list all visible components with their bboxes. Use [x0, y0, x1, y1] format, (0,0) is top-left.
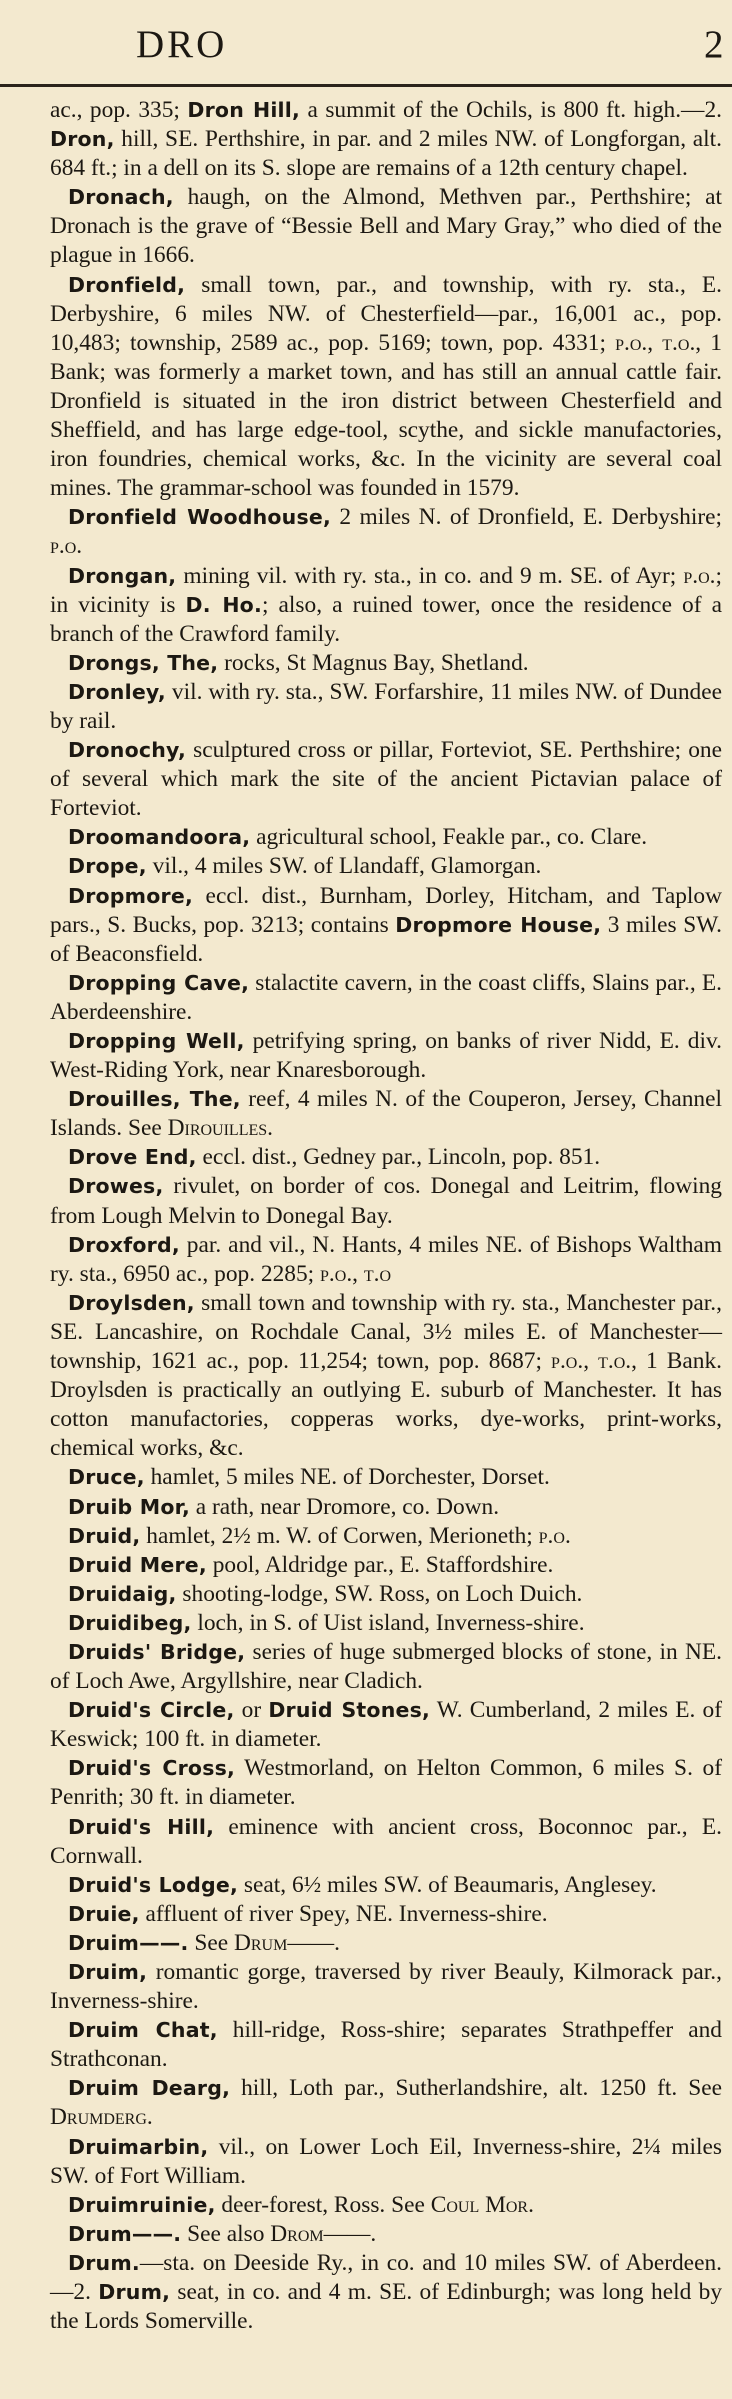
entry-text: series of huge submerged blocks of stone, in NE. of Loch Awe, Argyllshire, near Cladich.	[50, 1638, 722, 1695]
running-head: DRO	[136, 23, 228, 66]
headword: Dropmore,	[68, 883, 193, 908]
entry-text: small town and township with ry. sta., Manchester par., SE. Lancashire, on Rochdale Canal, 3½ miles E. of Manchester—township, 1621 ac., pop. 11,254; town, pop. 8687;	[50, 1289, 722, 1375]
headword: Dropping Well,	[68, 1029, 245, 1053]
headword: Druie,	[68, 1901, 140, 1926]
headword: Druid's Cross,	[68, 1756, 236, 1781]
gazetteer-entry	[50, 2249, 722, 2336]
headword: Droomandoora,	[68, 825, 251, 850]
entry-text: hamlet, 2½ m. W. of Corwen, Merioneth;	[140, 1522, 539, 1549]
entry-text: affluent of river Spey, NE. Inverness-shire.	[139, 1900, 548, 1927]
headword: Drum,	[98, 2280, 171, 2305]
headword: Druid Stones,	[268, 1698, 430, 1723]
headword: Dropping Cave,	[68, 970, 250, 995]
entry-text: 3 miles SW. of Beaconsfield.	[50, 911, 722, 967]
headword: Druce,	[68, 1465, 145, 1490]
small-caps-text: Drom——.	[270, 2220, 377, 2247]
headword: Drowes,	[68, 1174, 164, 1199]
entry-text: eccl. dist., Burnham, Dorley, Hitcham, and Taplow pars., S. Bucks, pop. 3213; contains	[50, 882, 722, 938]
gazetteer-entry	[50, 1638, 722, 1696]
entry-text: 1 Bank. Droylsden is practically an outlying E. suburb of Manchester. It has cotton manufactories, copperas works, dye-works, print-works, chemical works, &c.	[50, 1348, 723, 1462]
entry-text: Westmorland, on Helton Common, 6 miles S. of Penrith; 30 ft. in diameter.	[50, 1755, 722, 1811]
gazetteer-entry	[50, 1813, 722, 1871]
gazetteer-entry	[50, 649, 722, 678]
gazetteer-entry	[50, 1580, 722, 1609]
entry-text: ; in vicinity is	[50, 562, 722, 618]
entry-text: stalactite cavern, in the coast cliffs, Slains par., E. Aberdeenshire.	[50, 969, 722, 1025]
headword: Drouilles, The,	[68, 1087, 241, 1112]
entry-text: romantic gorge, traversed by river Beauly, Kilmorack par., Inverness-shire.	[50, 1959, 722, 2015]
entry-text: vil., on Lower Loch Eil, Inverness-shire, 2¼ miles SW. of Fort William.	[50, 2133, 722, 2189]
gazetteer-entry	[50, 2074, 722, 2132]
headword: Druidibeg,	[68, 1610, 192, 1635]
entry-text: seat, in co. and 4 m. SE. of Edinburgh; was long held by the Lords Somerville.	[50, 2279, 723, 2335]
gazetteer-entry	[50, 1696, 722, 1754]
headword: Druid,	[68, 1523, 141, 1548]
headword: Dron Hill,	[187, 98, 300, 122]
entry-text: reef, 4 miles N. of the Couperon, Jersey, Channel Islands. See	[50, 1086, 723, 1142]
entry-text: eminence with ancient cross, Boconnoc par., E. Cornwall.	[50, 1813, 722, 1869]
gazetteer-entry	[50, 96, 722, 183]
headword: Drope,	[68, 854, 147, 879]
entry-text: seat, 6½ miles SW. of Beaumaris, Anglesey.	[238, 1871, 657, 1898]
gazetteer-entry	[50, 678, 722, 736]
small-caps-text: p.o.	[538, 1522, 571, 1549]
small-caps-text: p.o., t.o.,	[551, 1348, 637, 1375]
headword: Druid Mere,	[68, 1552, 207, 1577]
small-caps-text: Drumderg.	[50, 2104, 153, 2131]
headword: Dropmore House,	[395, 912, 602, 937]
gazetteer-entry	[50, 1522, 722, 1551]
entry-text: vil., 4 miles SW. of Llandaff, Glamorgan.	[146, 853, 542, 880]
headword: D. Ho.	[185, 592, 262, 617]
gazetteer-entry	[50, 1231, 722, 1289]
entry-text: W. Cumberland, 2 miles E. of Keswick; 100 ft. in diameter.	[50, 1697, 723, 1753]
headword: Droylsden,	[68, 1290, 195, 1315]
entry-text: See	[188, 1929, 234, 1956]
gazetteer-entry	[50, 1754, 722, 1812]
entry-text: See also	[181, 2220, 271, 2247]
headword: Druimarbin,	[68, 2134, 209, 2159]
headword: Druim——.	[68, 1930, 189, 1955]
entry-text: rocks, St Magnus Bay, Shetland.	[218, 649, 529, 676]
headword: Dronfield Woodhouse,	[68, 505, 331, 530]
gazetteer-entry	[50, 1871, 722, 1900]
gazetteer-entry	[50, 1143, 722, 1172]
gazetteer-entry	[50, 1609, 722, 1638]
headword: Drum——.	[68, 2221, 182, 2246]
headword: Druimruinie,	[68, 2192, 216, 2217]
gazetteer-entry	[50, 562, 722, 649]
headword: Drongs, The,	[68, 650, 219, 675]
headword: Dronfield,	[68, 272, 186, 297]
headword: Dronley,	[68, 679, 166, 704]
headword: Dronach,	[68, 185, 174, 210]
small-caps-text: p.o.	[50, 533, 83, 560]
gazetteer-entry	[50, 1463, 722, 1492]
gazetteer-entry	[50, 1958, 722, 2016]
entry-text: shooting-lodge, SW. Ross, on Loch Duich.	[176, 1580, 583, 1607]
entry-text: ac., pop. 335;	[50, 97, 188, 123]
entry-text: small town, par., and township, with ry. sta., E. Derbyshire, 6 miles NW. of Chesterfield—par., 16,001 ac., pop. 10,483; township, 2589 ac., pop. 5169; town, pop. 4331;	[50, 271, 722, 356]
entry-text: pool, Aldridge par., E. Staffordshire.	[206, 1551, 554, 1578]
entry-text: hill-ridge, Ross-shire; separates Strathpeffer and Strathconan.	[50, 2017, 722, 2073]
entry-text: haugh, on the Almond, Methven par., Perthshire; at Dronach is the grave of “Bessie Bell and Mary Gray,” who died of the plague in 1666.	[50, 184, 722, 269]
gazetteer-entry	[50, 969, 722, 1027]
entry-text: 2 miles N. of Dronfield, E. Derbyshire;	[330, 504, 722, 531]
entry-text: vil. with ry. sta., SW. Forfarshire, 11 miles NW. of Dundee by rail.	[50, 678, 722, 734]
small-caps-text: Dirouilles.	[167, 1115, 273, 1142]
gazetteer-entry	[50, 183, 722, 270]
gazetteer-entry	[50, 2220, 722, 2249]
gazetteer-entry	[50, 1085, 722, 1143]
gazetteer-entry	[50, 503, 722, 561]
entry-text: rivulet, on border of cos. Donegal and Leitrim, flowing from Lough Melvin to Donegal Bay.	[50, 1173, 722, 1229]
gazetteer-entry	[50, 271, 722, 504]
entry-text: ; also, a ruined tower, once the residence of a branch of the Crawford family.	[50, 591, 722, 647]
entry-text: hill, Loth par., Sutherlandshire, alt. 1250 ft. See	[230, 2075, 722, 2102]
headword: Druid's Circle,	[68, 1698, 235, 1723]
gazetteer-entry	[50, 1027, 722, 1085]
gazetteer-entry	[50, 2016, 722, 2074]
gazetteer-entry	[50, 1929, 722, 1958]
gazetteer-entry	[50, 1900, 722, 1929]
headword: Druids' Bridge,	[68, 1639, 246, 1664]
gazetteer-entry	[50, 1551, 722, 1580]
entry-text: a rath, near Dromore, co. Down.	[189, 1493, 500, 1520]
entry-text: hamlet, 5 miles NE. of Dorchester, Dorset.	[144, 1464, 550, 1491]
entry-text: or	[234, 1697, 269, 1724]
entry-text: 1 Bank; was formerly a market town, and has still an annual cattle fair. Dronfield is situated in the iron district between Chesterfield and Sheffield, and has large edge-tool, scythe, and sickle manufactories, iron foundries, chemical works, &c. In the vicinity are several coal mines. The grammar-school was founded in 1579.	[50, 329, 723, 502]
small-caps-text: Drum——.	[233, 1929, 340, 1956]
gazetteer-entry	[50, 736, 722, 823]
entry-text: hill, SE. Perthshire, in par. and 2 miles NW. of Longforgan, alt. 684 ft.; in a dell on its S. slope are remains of a 12th century chapel.	[50, 126, 722, 182]
headword: Drongan,	[68, 563, 177, 588]
entry-text: loch, in S. of Uist island, Inverness-shire.	[191, 1609, 585, 1636]
entry-text: petrifying spring, on banks of river Nidd, E. div. West-Riding York, near Knaresborough.	[50, 1028, 722, 1084]
gazetteer-entry	[50, 823, 722, 852]
gazetteer-entry	[50, 852, 722, 881]
headword: Druidaig,	[68, 1581, 177, 1606]
entry-text: —sta. on Deeside Ry., in co. and 10 miles SW. of Aberdeen.—2.	[50, 2249, 722, 2306]
headword: Drove End,	[68, 1145, 197, 1170]
headword: Druim Dearg,	[68, 2076, 231, 2101]
entry-text: agricultural school, Feakle par., co. Clare.	[250, 824, 648, 851]
small-caps-text: p.o.	[683, 562, 716, 589]
small-caps-text: p.o., t.o	[320, 1260, 392, 1287]
entry-text: mining vil. with ry. sta., in co. and 9 m. SE. of Ayr;	[176, 562, 684, 589]
headword: Droxford,	[68, 1232, 180, 1257]
gazetteer-entries	[50, 96, 722, 2336]
small-caps-text: p.o., t.o.,	[615, 329, 702, 356]
page-header	[0, 0, 732, 87]
gazetteer-entry	[50, 1493, 722, 1522]
page-number: 2	[704, 23, 724, 66]
gazetteer-entry	[50, 882, 722, 969]
headword: Drum.	[68, 2250, 140, 2275]
gazetteer-entry	[50, 1172, 722, 1230]
gazetteer-entry	[50, 2133, 722, 2191]
entry-text: a summit of the Ochils, is 800 ft. high.—2.	[300, 97, 722, 123]
entry-text: eccl. dist., Gedney par., Lincoln, pop. 851.	[196, 1144, 601, 1171]
headword: Dronochy,	[68, 738, 186, 763]
entry-text: par. and vil., N. Hants, 4 miles NE. of Bishops Waltham ry. sta., 6950 ac., pop. 2285;	[50, 1231, 722, 1287]
headword: Dron,	[50, 127, 115, 152]
headword: Druid's Hill,	[68, 1814, 215, 1839]
headword: Druim Chat,	[68, 2018, 218, 2043]
entry-text: deer-forest, Ross. See	[215, 2191, 431, 2218]
small-caps-text: Coul Mor.	[430, 2191, 534, 2218]
headword: Druid's Lodge,	[68, 1872, 239, 1897]
headword: Druib Mor,	[68, 1494, 190, 1519]
gazetteer-entry	[50, 1289, 722, 1464]
headword: Druim,	[68, 1960, 148, 1984]
entry-text: sculptured cross or pillar, Forteviot, SE. Perthshire; one of several which mark the site of the ancient Pictavian palace of Forteviot.	[50, 737, 722, 822]
gazetteer-entry	[50, 2191, 722, 2220]
